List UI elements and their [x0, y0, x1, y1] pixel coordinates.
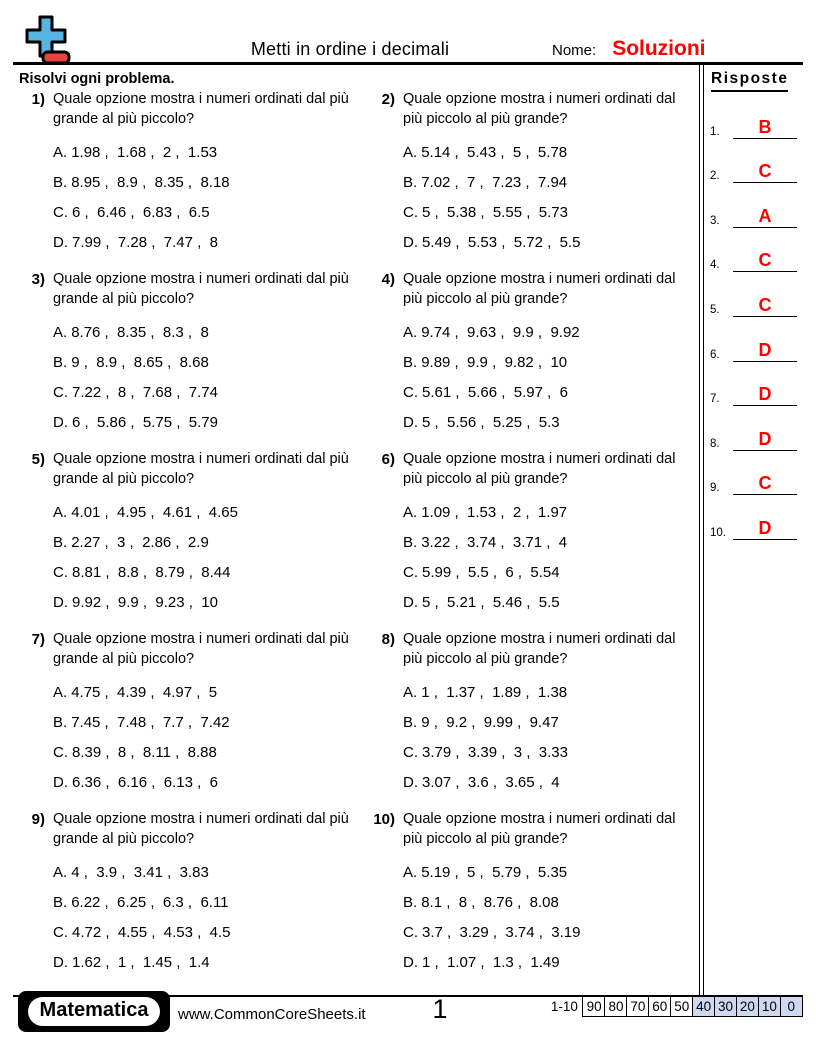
grading-cell: 10	[758, 996, 782, 1017]
problem	[19, 450, 369, 630]
header-divider	[13, 62, 803, 65]
problem-number: 3)	[31, 271, 45, 288]
option-c	[53, 918, 369, 948]
option-label: C.	[403, 924, 418, 941]
option-values: 3.22 , 3.74 , 3.71 , 4	[421, 534, 568, 551]
options-list	[53, 678, 369, 798]
problem-question: Quale opzione mostra i numeri ordinati dal più piccolo al più grande?	[403, 91, 676, 127]
option-label: C.	[403, 564, 418, 581]
option-a	[53, 318, 369, 348]
problem-body	[403, 630, 695, 798]
option-values: 3.79 , 3.39 , 3 , 3.33	[422, 744, 568, 761]
answer-letter: D	[758, 339, 772, 360]
problem-body	[53, 630, 369, 798]
option-label: C.	[53, 744, 68, 761]
option-label: B.	[403, 534, 418, 551]
options-list	[53, 498, 369, 618]
option-label: D.	[53, 414, 68, 431]
name-label: Nome:	[552, 42, 597, 59]
option-values: 4.01 , 4.95 , 4.61 , 4.65	[71, 504, 238, 521]
option-values: 5.14 , 5.43 , 5 , 5.78	[421, 144, 568, 161]
option-values: 2.27 , 3 , 2.86 , 2.9	[71, 534, 209, 551]
problem-question: Quale opzione mostra i numeri ordinati dal più grande al più piccolo?	[53, 631, 349, 667]
problem-question: Quale opzione mostra i numeri ordinati dal più piccolo al più grande?	[403, 271, 676, 307]
option-label: D.	[403, 234, 418, 251]
option-a	[53, 678, 369, 708]
option-values: 3.7 , 3.29 , 3.74 , 3.19	[422, 924, 581, 941]
option-values: 7.22 , 8 , 7.68 , 7.74	[72, 384, 218, 401]
option-c	[403, 738, 695, 768]
option-d	[53, 408, 369, 438]
answer-letter: C	[758, 250, 772, 271]
options-list	[403, 858, 695, 978]
problem	[19, 90, 369, 270]
option-label: A.	[403, 144, 418, 161]
option-label: B.	[53, 894, 68, 911]
option-c	[403, 558, 695, 588]
option-label: A.	[403, 684, 418, 701]
answer-letter: C	[758, 294, 772, 315]
option-label: A.	[403, 864, 418, 881]
option-c	[403, 378, 695, 408]
option-label: A.	[53, 864, 68, 881]
option-b	[403, 528, 695, 558]
problem-body	[403, 810, 695, 978]
problem-question: Quale opzione mostra i numeri ordinati dal più grande al più piccolo?	[53, 451, 349, 487]
answer-letter: C	[758, 473, 772, 494]
website-url: www.CommonCoreSheets.it	[178, 1006, 366, 1023]
answer-number: 10.	[710, 526, 726, 539]
grading-cell: 30	[714, 996, 738, 1017]
option-values: 8.1 , 8 , 8.76 , 8.08	[421, 894, 559, 911]
option-values: 9.92 , 9.9 , 9.23 , 10	[72, 594, 218, 611]
option-label: C.	[403, 204, 418, 221]
option-values: 1 , 1.37 , 1.89 , 1.38	[421, 684, 568, 701]
option-values: 7.45 , 7.48 , 7.7 , 7.42	[71, 714, 230, 731]
option-a	[53, 858, 369, 888]
option-d	[403, 948, 695, 978]
problem-number: 2)	[381, 91, 395, 108]
option-d	[53, 228, 369, 258]
option-label: B.	[53, 534, 68, 551]
option-a	[53, 138, 369, 168]
problem-body	[53, 270, 369, 438]
answer-number: 6.	[710, 348, 720, 361]
problem-body	[53, 450, 369, 618]
answer-item	[700, 362, 804, 407]
grading-cell: 0	[780, 996, 804, 1017]
grading-scale	[551, 996, 803, 1017]
option-a	[53, 498, 369, 528]
option-label: B.	[53, 714, 68, 731]
option-label: B.	[53, 354, 68, 371]
problem-question: Quale opzione mostra i numeri ordinati dal più piccolo al più grande?	[403, 451, 676, 487]
option-values: 8.39 , 8 , 8.11 , 8.88	[72, 744, 217, 761]
problem-question: Quale opzione mostra i numeri ordinati dal più grande al più piccolo?	[53, 91, 349, 127]
answer-letter: B	[758, 116, 772, 137]
options-list	[53, 318, 369, 438]
answer-blank-line	[733, 161, 797, 183]
option-d	[403, 228, 695, 258]
answer-item	[700, 495, 804, 540]
option-c	[53, 378, 369, 408]
option-label: B.	[403, 354, 418, 371]
answer-blank-line	[733, 295, 797, 317]
problem-number: 9)	[31, 811, 45, 828]
option-label: C.	[53, 924, 68, 941]
answer-blank-line	[733, 206, 797, 228]
option-a	[403, 858, 695, 888]
problem	[19, 270, 369, 450]
option-b	[53, 348, 369, 378]
option-c	[53, 558, 369, 588]
option-label: D.	[403, 774, 418, 791]
options-list	[53, 138, 369, 258]
option-values: 4 , 3.9 , 3.41 , 3.83	[71, 864, 209, 881]
option-label: A.	[53, 324, 68, 341]
option-b	[403, 348, 695, 378]
answer-letter: D	[758, 428, 772, 449]
problem	[19, 810, 369, 990]
answer-number: 7.	[710, 393, 720, 406]
problem	[19, 630, 369, 810]
option-label: D.	[53, 234, 68, 251]
option-d	[403, 768, 695, 798]
option-values: 4.72 , 4.55 , 4.53 , 4.5	[72, 924, 231, 941]
problem-question: Quale opzione mostra i numeri ordinati dal più grande al più piccolo?	[53, 811, 349, 847]
grading-cell: 80	[604, 996, 628, 1017]
option-label: A.	[53, 504, 68, 521]
answer-blank-line	[733, 429, 797, 451]
option-label: A.	[53, 144, 68, 161]
option-c	[403, 918, 695, 948]
answer-letter: A	[758, 205, 772, 226]
option-a	[403, 138, 695, 168]
problem-number: 10)	[373, 811, 395, 828]
problem	[369, 270, 695, 450]
problem-number: 5)	[31, 451, 45, 468]
option-b	[53, 168, 369, 198]
option-c	[53, 198, 369, 228]
option-b	[403, 168, 695, 198]
option-values: 6 , 5.86 , 5.75 , 5.79	[72, 414, 218, 431]
option-values: 9 , 8.9 , 8.65 , 8.68	[71, 354, 209, 371]
answer-blank-line	[733, 250, 797, 272]
answer-blank-line	[733, 518, 797, 540]
option-b	[53, 708, 369, 738]
grading-cell: 50	[670, 996, 694, 1017]
option-d	[53, 588, 369, 618]
option-a	[403, 498, 695, 528]
problem	[369, 630, 695, 810]
option-label: C.	[53, 564, 68, 581]
option-b	[53, 888, 369, 918]
page-title: Metti in ordine i decimali	[250, 39, 450, 59]
option-d	[403, 408, 695, 438]
options-list	[53, 858, 369, 978]
option-values: 5 , 5.38 , 5.55 , 5.73	[422, 204, 568, 221]
problem-number: 7)	[31, 631, 45, 648]
answer-number: 4.	[710, 259, 720, 272]
option-label: D.	[403, 594, 418, 611]
option-d	[53, 948, 369, 978]
option-values: 5.49 , 5.53 , 5.72 , 5.5	[422, 234, 581, 251]
grading-table	[584, 996, 803, 1017]
option-label: B.	[403, 174, 418, 191]
problem	[369, 810, 695, 990]
problems-grid	[19, 90, 695, 990]
option-label: D.	[53, 594, 68, 611]
instructions-text: Risolvi ogni problema.	[19, 71, 175, 87]
answer-blank-line	[733, 473, 797, 495]
answer-item	[700, 228, 804, 273]
option-values: 1 , 1.07 , 1.3 , 1.49	[422, 954, 560, 971]
answer-number: 9.	[710, 482, 720, 495]
option-d	[403, 588, 695, 618]
option-label: A.	[403, 504, 418, 521]
answer-item	[700, 183, 804, 228]
answer-item	[700, 272, 804, 317]
answer-number: 5.	[710, 303, 720, 316]
option-label: D.	[53, 954, 68, 971]
answers-title: Risposte	[711, 70, 788, 92]
options-list	[403, 138, 695, 258]
option-label: B.	[403, 714, 418, 731]
problem-number: 8)	[381, 631, 395, 648]
option-values: 8.95 , 8.9 , 8.35 , 8.18	[71, 174, 230, 191]
option-values: 3.07 , 3.6 , 3.65 , 4	[422, 774, 560, 791]
grading-cell: 60	[648, 996, 672, 1017]
answer-number: 8.	[710, 437, 720, 450]
option-label: D.	[53, 774, 68, 791]
option-values: 9 , 9.2 , 9.99 , 9.47	[421, 714, 559, 731]
option-values: 9.89 , 9.9 , 9.82 , 10	[421, 354, 568, 371]
grading-cell: 70	[626, 996, 650, 1017]
option-label: C.	[403, 384, 418, 401]
option-a	[403, 318, 695, 348]
answer-item	[700, 94, 804, 139]
option-label: A.	[53, 684, 68, 701]
problem-number: 4)	[381, 271, 395, 288]
problem-body	[403, 450, 695, 618]
problem-body	[403, 90, 695, 258]
problem-question: Quale opzione mostra i numeri ordinati dal più grande al più piccolo?	[53, 271, 349, 307]
option-c	[53, 738, 369, 768]
problem-question: Quale opzione mostra i numeri ordinati dal più piccolo al più grande?	[403, 811, 676, 847]
answer-number: 1.	[710, 125, 720, 138]
option-values: 5.61 , 5.66 , 5.97 , 6	[422, 384, 568, 401]
option-b	[53, 528, 369, 558]
name-row	[552, 37, 706, 61]
option-values: 6.22 , 6.25 , 6.3 , 6.11	[71, 894, 229, 911]
option-label: A.	[403, 324, 418, 341]
answer-blank-line	[733, 384, 797, 406]
problem-body	[53, 810, 369, 978]
problem-number: 6)	[381, 451, 395, 468]
name-value-solutions: Soluzioni	[612, 37, 706, 60]
option-values: 5 , 5.21 , 5.46 , 5.5	[422, 594, 560, 611]
problem-question: Quale opzione mostra i numeri ordinati dal più piccolo al più grande?	[403, 631, 676, 667]
option-values: 1.09 , 1.53 , 2 , 1.97	[421, 504, 568, 521]
answer-letter: D	[758, 517, 772, 538]
option-values: 4.75 , 4.39 , 4.97 , 5	[71, 684, 218, 701]
option-label: B.	[403, 894, 418, 911]
answer-number: 3.	[710, 214, 720, 227]
option-c	[403, 198, 695, 228]
answer-blank-line	[733, 117, 797, 139]
grading-cell: 90	[582, 996, 606, 1017]
option-b	[403, 708, 695, 738]
option-label: B.	[53, 174, 68, 191]
answer-letter: D	[758, 384, 772, 405]
answer-item	[700, 139, 804, 184]
option-a	[403, 678, 695, 708]
problem	[369, 90, 695, 270]
option-values: 9.74 , 9.63 , 9.9 , 9.92	[421, 324, 580, 341]
option-values: 6.36 , 6.16 , 6.13 , 6	[72, 774, 218, 791]
grading-range-label: 1-10	[550, 999, 578, 1014]
answer-number: 2.	[710, 170, 720, 183]
option-d	[53, 768, 369, 798]
options-list	[403, 498, 695, 618]
option-values: 8.81 , 8.8 , 8.79 , 8.44	[72, 564, 231, 581]
option-values: 6 , 6.46 , 6.83 , 6.5	[72, 204, 210, 221]
option-values: 1.98 , 1.68 , 2 , 1.53	[71, 144, 218, 161]
option-values: 7.99 , 7.28 , 7.47 , 8	[72, 234, 218, 251]
option-label: D.	[403, 954, 418, 971]
answer-item	[700, 317, 804, 362]
options-list	[403, 318, 695, 438]
page-number: 1	[432, 994, 448, 1024]
option-values: 5.19 , 5 , 5.79 , 5.35	[421, 864, 568, 881]
problem-body	[403, 270, 695, 438]
option-label: C.	[403, 744, 418, 761]
answer-blank-line	[733, 340, 797, 362]
option-label: C.	[53, 384, 68, 401]
problem	[369, 450, 695, 630]
option-values: 8.76 , 8.35 , 8.3 , 8	[71, 324, 209, 341]
options-list	[403, 678, 695, 798]
option-values: 5.99 , 5.5 , 6 , 5.54	[422, 564, 560, 581]
option-values: 5 , 5.56 , 5.25 , 5.3	[422, 414, 560, 431]
problem-body	[53, 90, 369, 258]
option-values: 7.02 , 7 , 7.23 , 7.94	[421, 174, 568, 191]
answer-item	[700, 406, 804, 451]
answer-letter: C	[758, 161, 772, 182]
option-values: 1.62 , 1 , 1.45 , 1.4	[72, 954, 210, 971]
brand-label: Matematica	[28, 997, 161, 1026]
problem-number: 1)	[31, 91, 45, 108]
answer-item	[700, 451, 804, 496]
brand-logo	[18, 991, 170, 1032]
option-b	[403, 888, 695, 918]
answer-list	[700, 94, 804, 540]
grading-cell: 20	[736, 996, 760, 1017]
grading-cell: 40	[692, 996, 716, 1017]
option-label: D.	[403, 414, 418, 431]
option-label: C.	[53, 204, 68, 221]
answers-panel	[699, 65, 804, 995]
